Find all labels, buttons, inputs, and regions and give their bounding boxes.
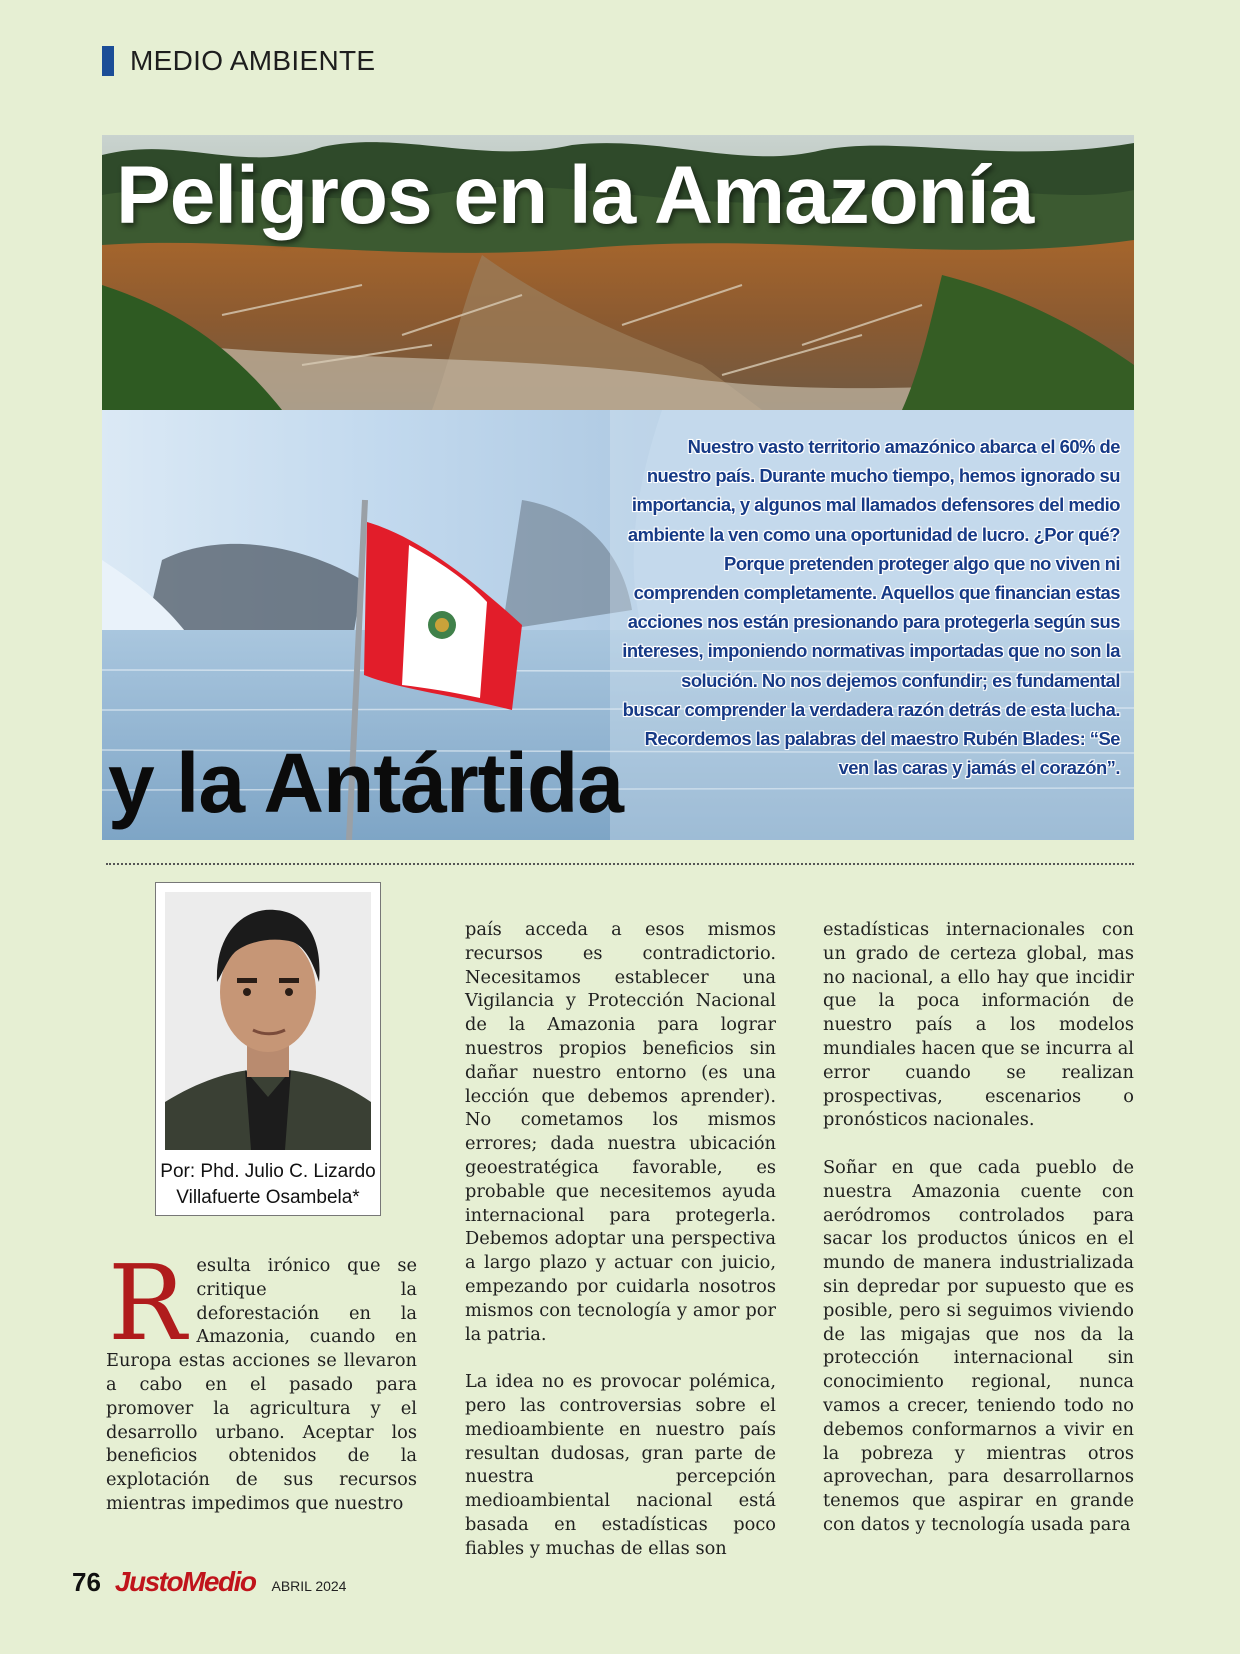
issue-date: ABRIL 2024	[271, 1578, 347, 1594]
author-caption	[156, 1159, 380, 1211]
page-number: 76	[72, 1567, 101, 1597]
article-paragraph: La idea no es provocar polémica, pero las controversias sobre el medioambiente en nuestro país resultan dudosas, gran parte de nuestra percepción medioambiental nacional está basada en estadísticas poco fiables y muchas de ellas son	[465, 1371, 776, 1559]
page-footer	[72, 1566, 346, 1602]
section-marker	[102, 46, 114, 76]
hero-image	[102, 135, 1134, 840]
article-paragraph: país acceda a esos mismos recursos es contradictorio. Necesitamos establecer una Vigilancia y Protección Nacional de la Amazonia para lograr nuestros propios beneficios sin dañar nuestro entorno (es una lección que debemos aprender). No cometamos los mismos errores; dada nuestra ubicación geoestratégica favorable, es probable que necesitemos ayuda internacional para protegerla. Debemos adoptar una perspectiva a largo plazo y actuar con juicio, empezando por cuidarla nosotros mismos con tecnología y amor por la patria.	[465, 919, 776, 1345]
headline-line-2: y la Antártida	[108, 736, 624, 830]
section-label: MEDIO AMBIENTE	[130, 45, 376, 76]
section-divider	[106, 863, 1134, 865]
article-paragraph	[106, 1242, 417, 1516]
author-photo	[165, 892, 371, 1150]
article-column-1	[106, 1242, 417, 1540]
section-header	[102, 46, 375, 76]
article-paragraph: estadísticas internacionales con un grado de certeza global, mas no nacional, a ello hay que incidir que la poca información de nuestro país a los modelos mundiales hacen que se incurra al error cuando se realizan prospectivas, escenarios o pronósticos nacionales.	[823, 919, 1134, 1131]
article-column-2	[465, 918, 776, 1584]
article-paragraph: Soñar en que cada pueblo de nuestra Amazonia cuente con aeródromos controlados para sacar los productos únicos en el mundo de manera industrializada sin depredar por supuesto que es posible, pero si seguimos viviendo de las migajas que nos da la protección internacional sin conocimiento regional, nunca vamos a crecer, teniendo todo no debemos conformarnos a vivir en la pobreza y mientras otros aprovechan, para desarrollarnos tenemos que aspirar en grande con datos y tecnología usada para	[823, 1156, 1134, 1535]
author-box	[155, 882, 381, 1216]
author-surname: Villafuerte Osambela*	[176, 1187, 360, 1208]
paragraph-text: esulta irónico que se critique la deforestación en la Amazonia, cuando en Europa estas acciones se llevaron a cabo en el pasado para promover la agricultura y el desarrollo urbano. Aceptar los beneficios obtenidos de la explotación de sus recursos mientras impedimos que nuestro	[106, 1255, 417, 1514]
author-name: Por: Phd. Julio C. Lizardo	[160, 1161, 376, 1182]
standfirst: Nuestro vasto territorio amazónico abarca el 60% de nuestro país. Durante mucho tiempo, hemos ignorado su importancia, y algunos mal llamados defensores del medio ambiente la ven como una oportunidad de lucro. ¿Por qué? Porque pretenden proteger algo que no viven ni comprenden completamente. Aquellos que financian estas acciones nos están presionando para protegerla según sus intereses, imponiendo normativas importadas que no son la solución. No nos dejemos confundir; es fundamental buscar comprender la verdadera razón detrás de esta lucha. Recordemos las palabras del maestro Rubén Blades: “Se ven las caras y jamás el corazón”.	[622, 436, 1120, 779]
article-column-3	[823, 918, 1134, 1561]
drop-cap: R	[108, 1242, 187, 1364]
magazine-logo: JustoMedio	[114, 1566, 256, 1597]
headline-line-1: Peligros en la Amazonía	[116, 150, 1034, 241]
